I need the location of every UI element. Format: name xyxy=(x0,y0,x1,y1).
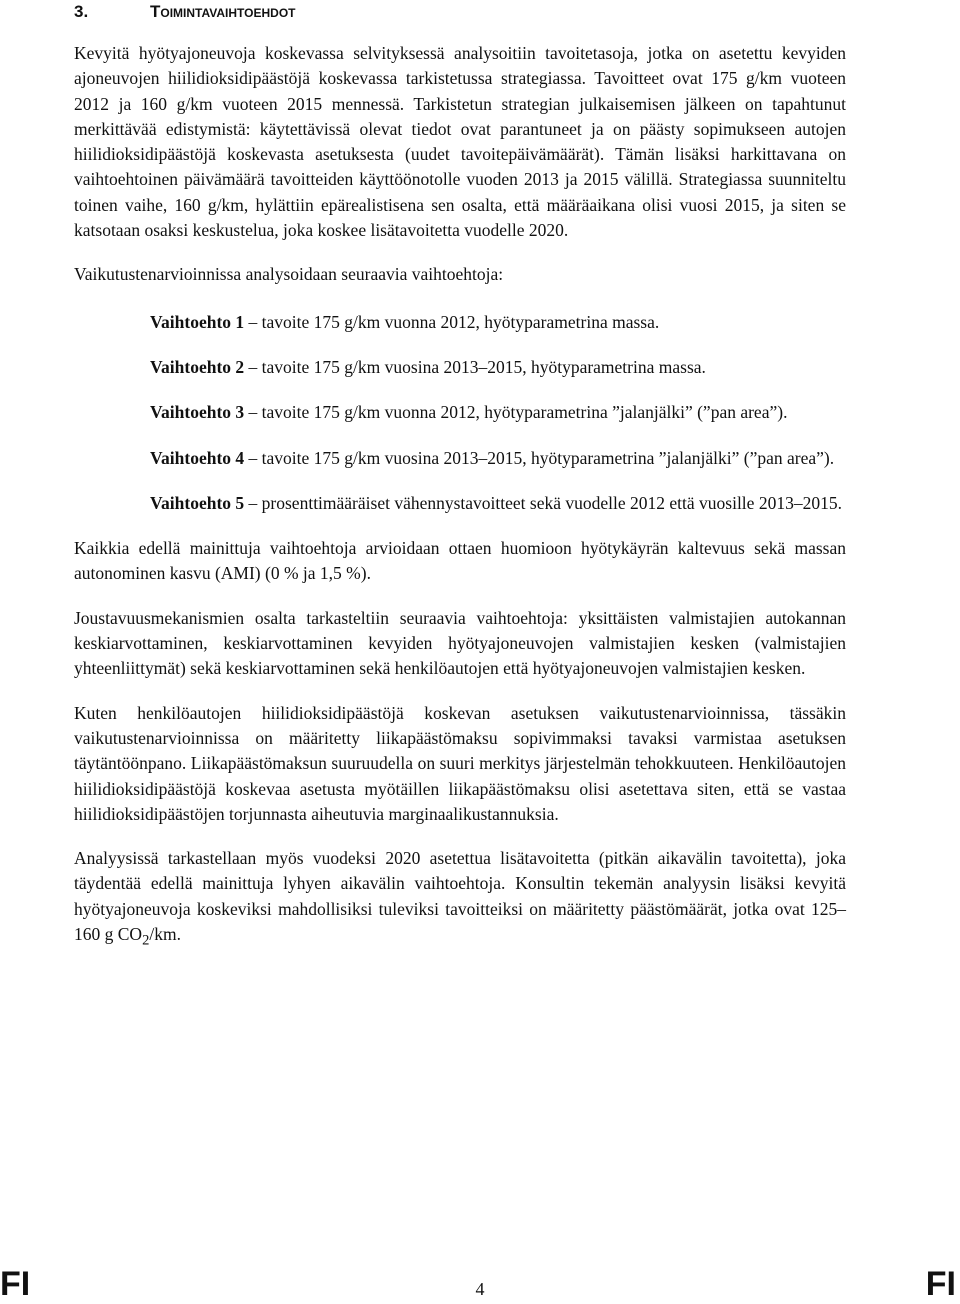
section-title: Toimintavaihtoehdot xyxy=(150,2,296,21)
option-text: – tavoite 175 g/km vuosina 2013–2015, hyötyparametrina ”jalanjälki” (”pan area”). xyxy=(248,447,835,468)
option-text: – prosenttimääräiset vähennystavoitteet sekä vuodelle 2012 että vuosille 2013–2015. xyxy=(248,492,842,513)
paragraph-options-lead: Vaikutustenarvioinnissa analysoidaan seuraavia vaihtoehtoja: xyxy=(74,264,504,285)
section-number: 3. xyxy=(74,2,89,21)
document-body xyxy=(74,41,846,973)
option-label: Vaihtoehto 5 xyxy=(150,492,245,513)
long-term-text: Analyysissä tarkastellaan myös vuodeksi 2020 asetettua lisätavoitetta (pitkän aikavälin tavoitetta), joka täydentää edellä mainittuja lyhyen aikavälin vaihtoehtoja. Konsultin tekemän analyysin lisäksi kevyitä hyötyajoneuvoja koskeviksi mahdollisiksi tuleviksi tavoitteiksi on määritetty päästömäärät, jotka ovat 125–160 g CO xyxy=(74,848,846,945)
option-label: Vaihtoehto 2 xyxy=(150,356,245,377)
paragraph-excess-premium: Kuten henkilöautojen hiilidioksidipäästöjä koskevan asetuksen vaikutustenarvioinnissa, tässäkin vaikutustenarvioinnissa on määritetty liikapäästömaksu sopivimmaksi tavaksi varmistaa asetuksen täytäntöönpano. Liikapäästömaksun suuruudella on suuri merkitys järjestelmän tehokkuuteen. Henkilöautojen hiilidioksidipäästöjä koskevaa asetusta myötäillen liikapäästömaksu olisi asetettava siten, että se vastaa hiilidioksidipäästöjen torjunnasta aiheutuvia marginaalikustannuksia. xyxy=(74,702,846,824)
option-label: Vaihtoehto 1 xyxy=(150,311,245,332)
option-item xyxy=(150,446,846,471)
option-item xyxy=(150,310,846,335)
paragraph-assessment: Kaikkia edellä mainittuja vaihtoehtoja arvioidaan ottaen huomioon hyötykäyrän kaltevuus sekä massan autonominen kasvu (AMI) (0 % ja 1,5 %). xyxy=(74,538,846,584)
option-label: Vaihtoehto 3 xyxy=(150,402,245,423)
option-text: – tavoite 175 g/km vuonna 2012, hyötyparametrina ”jalanjälki” (”pan area”). xyxy=(248,402,788,423)
paragraph-intro: Kevyitä hyötyajoneuvoja koskevassa selvityksessä analysoitiin tavoitetasoja, jotka on asetettu kevyiden ajoneuvojen hiilidioksidipäästöjä koskevassa tarkistetussa strategiassa. Tavoitteet ovat 175 g/km vuoteen 2012 ja 160 g/km vuoteen 2015 mennessä. Tarkistetun strategian julkaisemisen jälkeen on tapahtunut merkittävää edistymistä: käytettävissä olevat tiedot ovat parantuneet ja on päästy sopimukseen autojen hiilidioksidipäästöjä koskevasta asetuksesta (uudet tavoitepäivämäärät). Tämän lisäksi harkittavana on vaihtoehtoinen päivämäärä tavoitteiden käyttöönotolle vuoden 2013 ja 2015 välillä. Strategiassa suunniteltu toinen vaihe, 160 g/km, hylättiin epärealistisena sen osalta, että määräaikana olisi vuosi 2015, ja siten se katsotaan osaksi keskustelua, joka koskee lisätavoitetta vuodelle 2020. xyxy=(74,43,846,241)
footer-language-left: FI xyxy=(0,1265,31,1303)
paragraph-long-term xyxy=(74,846,846,954)
option-item xyxy=(150,491,846,516)
long-term-unit: /km. xyxy=(149,924,181,945)
option-item xyxy=(150,355,846,380)
option-text: – tavoite 175 g/km vuosina 2013–2015, hyötyparametrina massa. xyxy=(248,356,706,377)
option-item xyxy=(150,400,846,425)
section-heading xyxy=(74,0,296,24)
option-label: Vaihtoehto 4 xyxy=(150,447,245,468)
co2-subscript: 2 xyxy=(142,932,150,949)
option-text: – tavoite 175 g/km vuonna 2012, hyötyparametrina massa. xyxy=(248,311,660,332)
page-number: 4 xyxy=(475,1279,485,1299)
footer-language-right: FI xyxy=(925,1265,956,1303)
paragraph-flexibility: Joustavuusmekanismien osalta tarkasteltiin seuraavia vaihtoehtoja: yksittäisten valmistajien autokannan keskiarvottaminen, keskiarvottaminen kevyiden hyötyajoneuvojen valmistajien kesken (valmistajien yhteenliittymät) sekä keskiarvottaminen sekä henkilöautojen että hyötyajoneuvojen valmistajien kesken. xyxy=(74,607,846,679)
